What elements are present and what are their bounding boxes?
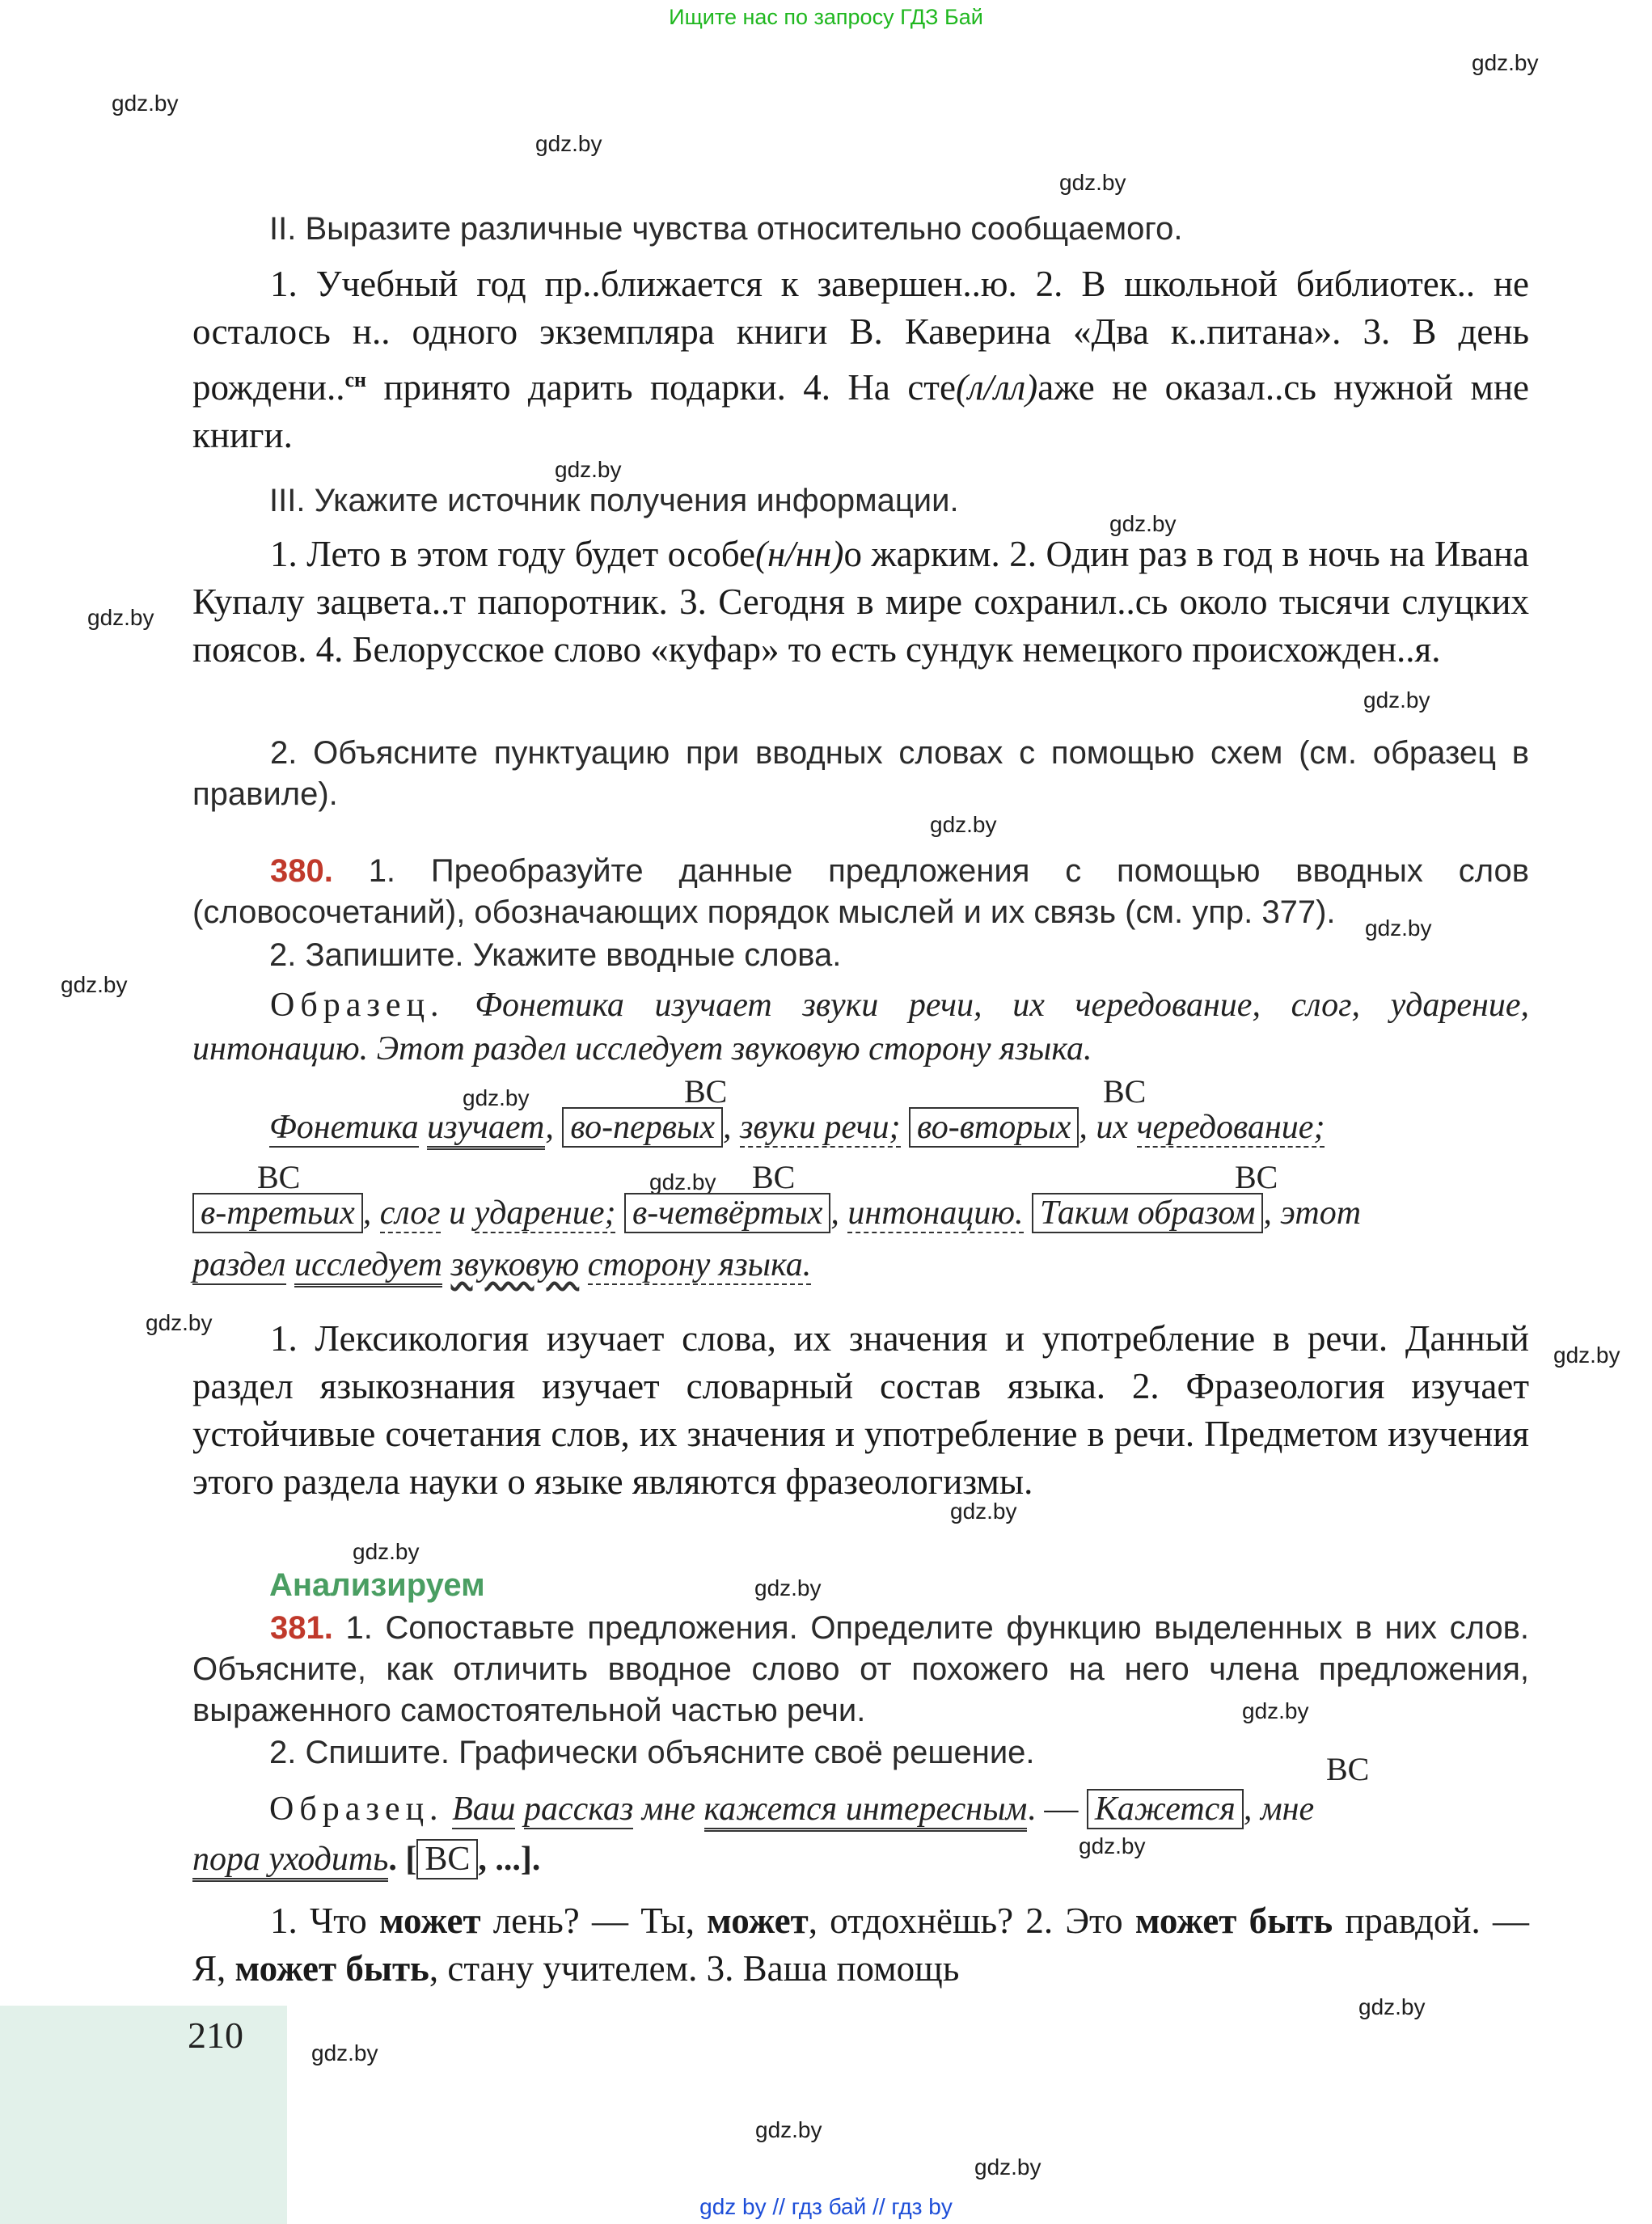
- subject: раздел: [192, 1246, 286, 1283]
- watermark: gdz.by: [463, 1085, 530, 1110]
- top-banner-link[interactable]: Ищите нас по запросу ГДЗ Бай: [669, 5, 983, 29]
- watermark: gdz.by: [1242, 1698, 1309, 1723]
- introductory-word: в-третьих: [192, 1193, 363, 1233]
- analysis-word: , этот: [1263, 1194, 1362, 1232]
- object: интонацию.: [847, 1194, 1024, 1232]
- exercise-380-sample: [192, 983, 1529, 1071]
- exercise-381-sample-line2: [192, 1837, 540, 1881]
- exercise-380-text: 1. Лексикология изучает слова, их значения и употребление в речи. Данный раздел языкознания изучает словарный состав языка. 2. Фразеология изучает устойчивые сочетания слов, их значения и употребление в речи. Предметом изучения этого раздела науки о языке являются фразеологизмы.: [192, 1318, 1529, 1502]
- watermark: gdz.by: [535, 131, 602, 156]
- analysis-word: и: [449, 1194, 467, 1232]
- subject: рассказ: [523, 1791, 634, 1828]
- attribute: звуковую: [450, 1246, 580, 1283]
- scheme-introductory: ВС: [416, 1839, 478, 1879]
- text-fragment: 1. Что: [270, 1901, 379, 1941]
- spelling-choice: (н/нн): [755, 534, 844, 574]
- page-number: 210: [188, 2015, 243, 2056]
- exercise-381-task: [192, 1608, 1529, 1731]
- exercise-380-task1: 1. Преобразуйте данные предложения с помощью вводных слов (словосочетаний), обозначающих порядок мыслей и их связь (см. упр. 377).: [192, 853, 1529, 930]
- watermark: gdz.by: [112, 91, 179, 116]
- watermark: gdz.by: [311, 2040, 378, 2065]
- exercise-381-task2: 2. Спишите. Графически объясните своё решение.: [269, 1735, 1035, 1770]
- text-fragment: , стану учителем. 3. Ваша помощь: [429, 1948, 960, 1989]
- predicate: пора уходить: [192, 1841, 388, 1882]
- section3-text: [192, 531, 1529, 674]
- predicate: кажется интересным: [704, 1791, 1028, 1832]
- watermark: gdz.by: [1365, 915, 1432, 941]
- section2-text: [192, 260, 1529, 459]
- analysis-line-1: Фонетика изучает, во-первых , звуки речи; во-вторых , их чередование;: [269, 1108, 1325, 1147]
- watermark: gdz.by: [555, 457, 622, 482]
- exercise-381-task1: 1. Сопоставьте предложения. Определите функцию выделенных в них слов. Объясните, как отличить вводное слово от похожего на него члена предложения, выраженного самостоятельной частью речи.: [192, 1610, 1529, 1728]
- watermark: gdz.by: [87, 605, 154, 630]
- watermark: gdz.by: [1553, 1342, 1620, 1368]
- sample-label: Образец.: [270, 987, 445, 1024]
- section-heading: Анализируем: [269, 1567, 485, 1603]
- watermark: gdz.by: [1059, 170, 1126, 195]
- watermark: gdz.by: [950, 1499, 1017, 1524]
- vc-label: ВС: [1326, 1751, 1370, 1787]
- sample-word: . —: [1027, 1791, 1079, 1828]
- watermark: gdz.by: [930, 812, 997, 837]
- predicate: изучает: [427, 1109, 545, 1150]
- scheme-rest: , ...].: [478, 1841, 541, 1878]
- spelling-choice: (л/лл): [955, 367, 1038, 408]
- object: звуки речи;: [740, 1109, 901, 1146]
- predicate: исследует: [294, 1246, 442, 1287]
- sample-label: Образец.: [269, 1791, 444, 1828]
- sample-text: Фонетика изучает звуки речи, их чередование, слог, ударение, интонацию. Этот раздел исследует звуковую сторону языка.: [192, 987, 1529, 1068]
- object: чередование;: [1136, 1109, 1325, 1146]
- watermark: gdz.by: [1079, 1833, 1146, 1858]
- exercise-number: 380.: [270, 853, 333, 889]
- subject: Фонетика: [269, 1109, 419, 1146]
- section3-sentences-cont: о жарким. 2. Один раз в год в ночь на Ивана Купалу зацвета..т папоротник. 3. Сегодня в мире сохранил..сь около тысячи слуцких поясов. 4. Белорусское слово «куфар» то есть сундук немецкого происхожден..я.: [192, 534, 1530, 670]
- watermark: gdz.by: [754, 1575, 822, 1600]
- exercise-381-text: [192, 1897, 1529, 1993]
- watermark: gdz.by: [61, 972, 128, 997]
- sample-word: мне: [641, 1791, 695, 1828]
- exercise-380-task2: 2. Запишите. Укажите вводные слова.: [269, 937, 842, 973]
- watermark: gdz.by: [974, 2154, 1041, 2180]
- vc-label: ВС: [1103, 1073, 1147, 1110]
- text-fragment: лень? — Ты,: [480, 1901, 708, 1941]
- analysis-line-3: [192, 1245, 811, 1284]
- text-fragment: правдой. — Я,: [192, 1901, 1529, 1989]
- watermark: gdz.by: [1472, 50, 1539, 75]
- highlighted-word: может: [707, 1901, 809, 1941]
- watermark: gdz.by: [1363, 687, 1430, 712]
- section2-sentences: 1. Учебный год пр..ближается к завершен..ю. 2. В школьной библиотек.. не осталось н.. одного экземпляра книги В. Каверина «Два к..питана». 3. В день рождени..: [192, 264, 1529, 408]
- scheme-bracket: . [: [388, 1841, 417, 1878]
- object: слог: [379, 1194, 441, 1232]
- watermark: gdz.by: [353, 1539, 420, 1564]
- spelling-mark: сн: [344, 368, 367, 391]
- watermark: gdz.by: [1358, 1994, 1426, 2019]
- task-2: 2. Объясните пунктуацию при вводных словах с помощью схем (см. образец в правиле).: [192, 735, 1529, 812]
- object: сторону языка.: [587, 1246, 812, 1283]
- introductory-word: во-первых: [562, 1107, 723, 1148]
- text-fragment: , отдохнёшь? 2. Это: [808, 1901, 1135, 1941]
- section2-sentences-end: аже не оказал..сь нужной мне книги.: [192, 367, 1530, 455]
- highlighted-word: может: [379, 1901, 481, 1941]
- vc-label: ВС: [752, 1159, 796, 1195]
- section3-sentences: 1. Лето в этом году будет особе: [270, 534, 756, 574]
- watermark: gdz.by: [1109, 511, 1177, 536]
- analysis-line-2: в-третьих , слог и ударение; в-четвёртых , интонацию. Таким образом , этот: [192, 1194, 1361, 1233]
- analysis-word: , их: [1079, 1109, 1128, 1146]
- introductory-word: Кажется: [1087, 1789, 1244, 1829]
- vc-label: ВС: [257, 1159, 301, 1195]
- section3-task: III. Укажите источник получения информации.: [269, 483, 959, 518]
- highlighted-word: может быть: [234, 1948, 429, 1989]
- watermark: gdz.by: [755, 2117, 822, 2142]
- vc-label: ВС: [1235, 1159, 1278, 1195]
- introductory-word: Таким образом: [1032, 1193, 1263, 1233]
- introductory-word: во-вторых: [909, 1107, 1079, 1148]
- page-corner-block: [0, 2006, 287, 2224]
- exercise-380-task: [192, 851, 1529, 933]
- watermark: gdz.by: [146, 1310, 213, 1335]
- attribute: Ваш: [452, 1791, 516, 1828]
- vc-label: ВС: [684, 1073, 728, 1110]
- section2-task: II. Выразите различные чувства относительно сообщаемого.: [269, 211, 1183, 247]
- exercise-381-sample-line1: [269, 1787, 1314, 1831]
- object: ударение;: [474, 1194, 616, 1232]
- highlighted-word: может быть: [1134, 1901, 1333, 1941]
- introductory-word: в-четвёртых: [624, 1193, 830, 1233]
- sample-word: , мне: [1243, 1791, 1315, 1828]
- exercise-number: 381.: [270, 1610, 333, 1646]
- footer-links[interactable]: gdz by // гдз бай // гдз by: [699, 2194, 953, 2219]
- section2-sentences-cont: принято дарить подарки. 4. На сте: [366, 367, 956, 408]
- watermark: gdz.by: [649, 1169, 716, 1194]
